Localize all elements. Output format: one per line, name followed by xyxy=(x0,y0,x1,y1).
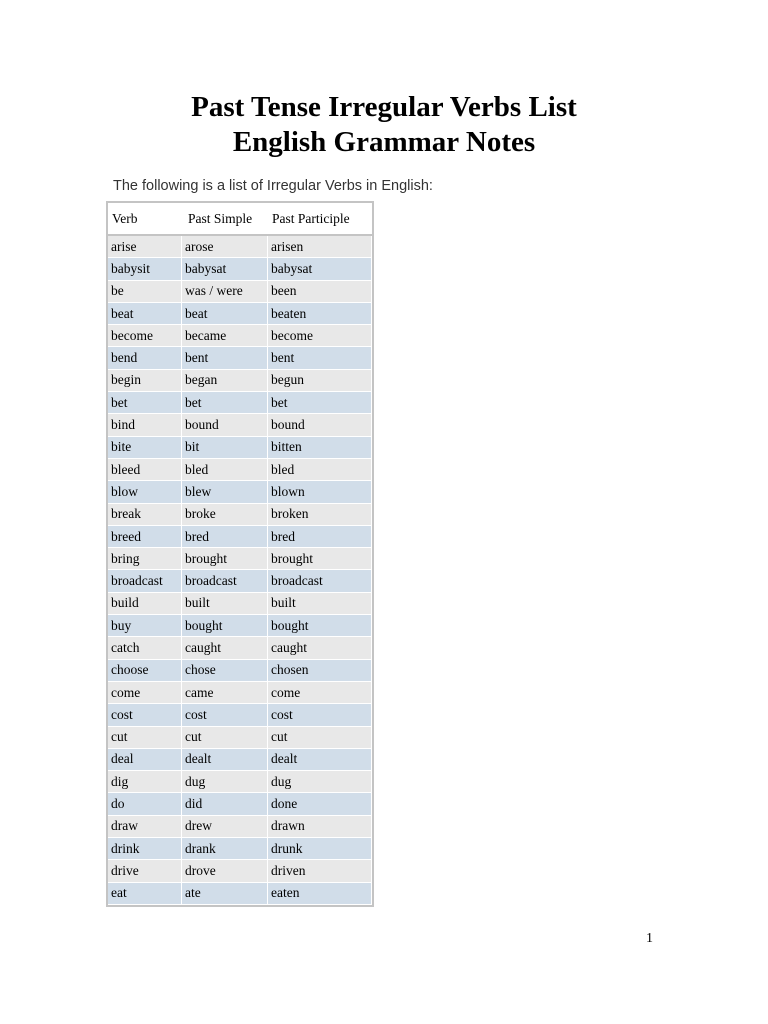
cell-verb: blow xyxy=(108,481,182,503)
cell-past-participle: bought xyxy=(268,615,372,637)
table-row xyxy=(108,281,372,303)
cell-past-simple: dealt xyxy=(182,749,268,771)
table-row xyxy=(108,414,372,436)
cell-past-simple: drank xyxy=(182,838,268,860)
table-row xyxy=(108,838,372,860)
cell-past-simple: arose xyxy=(182,236,268,258)
title-line-1: Past Tense Irregular Verbs List xyxy=(191,91,577,123)
cell-past-participle: built xyxy=(268,593,372,615)
cell-verb: build xyxy=(108,593,182,615)
cell-past-simple: bound xyxy=(182,414,268,436)
table-row xyxy=(108,570,372,592)
intro-text: The following is a list of Irregular Verbs in English: xyxy=(113,178,433,194)
cell-verb: deal xyxy=(108,749,182,771)
cell-past-participle: chosen xyxy=(268,660,372,682)
cell-past-simple: babysat xyxy=(182,258,268,280)
cell-past-simple: bet xyxy=(182,392,268,414)
cell-past-simple: dug xyxy=(182,771,268,793)
document-title xyxy=(0,90,768,160)
table-row xyxy=(108,347,372,369)
cell-verb: drive xyxy=(108,860,182,882)
cell-past-simple: ate xyxy=(182,883,268,905)
cell-past-participle: bound xyxy=(268,414,372,436)
cell-past-simple: bled xyxy=(182,459,268,481)
table-row xyxy=(108,481,372,503)
table-row xyxy=(108,637,372,659)
cell-verb: drink xyxy=(108,838,182,860)
cell-verb: come xyxy=(108,682,182,704)
table-row xyxy=(108,682,372,704)
cell-verb: do xyxy=(108,793,182,815)
cell-verb: catch xyxy=(108,637,182,659)
cell-past-participle: become xyxy=(268,325,372,347)
cell-past-participle: bled xyxy=(268,459,372,481)
cell-past-participle: been xyxy=(268,281,372,303)
header-past-participle: Past Participle xyxy=(268,203,372,236)
cell-past-participle: bred xyxy=(268,526,372,548)
cell-verb: become xyxy=(108,325,182,347)
table-row xyxy=(108,771,372,793)
cell-past-simple: became xyxy=(182,325,268,347)
cell-past-participle: bitten xyxy=(268,437,372,459)
cell-verb: broadcast xyxy=(108,570,182,592)
cell-past-simple: did xyxy=(182,793,268,815)
table-row xyxy=(108,860,372,882)
cell-past-participle: brought xyxy=(268,548,372,570)
cell-past-simple: was / were xyxy=(182,281,268,303)
cell-past-participle: dealt xyxy=(268,749,372,771)
cell-past-participle: babysat xyxy=(268,258,372,280)
cell-past-simple: drew xyxy=(182,816,268,838)
table-row xyxy=(108,325,372,347)
cell-past-participle: done xyxy=(268,793,372,815)
cell-verb: eat xyxy=(108,883,182,905)
table-row xyxy=(108,392,372,414)
table-row xyxy=(108,593,372,615)
table-body xyxy=(108,236,372,905)
cell-past-simple: cost xyxy=(182,704,268,726)
table-row xyxy=(108,749,372,771)
cell-verb: bind xyxy=(108,414,182,436)
table-row xyxy=(108,793,372,815)
cell-verb: bleed xyxy=(108,459,182,481)
title-line-2: English Grammar Notes xyxy=(232,126,536,158)
cell-past-participle: driven xyxy=(268,860,372,882)
cell-past-simple: chose xyxy=(182,660,268,682)
table-row xyxy=(108,660,372,682)
cell-past-simple: built xyxy=(182,593,268,615)
cell-past-participle: cut xyxy=(268,727,372,749)
table-row xyxy=(108,883,372,905)
cell-verb: beat xyxy=(108,303,182,325)
cell-verb: buy xyxy=(108,615,182,637)
cell-verb: babysit xyxy=(108,258,182,280)
cell-verb: breed xyxy=(108,526,182,548)
table-row xyxy=(108,459,372,481)
table-row xyxy=(108,704,372,726)
table-header-row xyxy=(108,203,372,236)
cell-verb: bite xyxy=(108,437,182,459)
cell-past-simple: broke xyxy=(182,504,268,526)
cell-past-participle: beaten xyxy=(268,303,372,325)
cell-past-participle: drunk xyxy=(268,838,372,860)
table-row xyxy=(108,727,372,749)
cell-past-participle: bet xyxy=(268,392,372,414)
header-verb: Verb xyxy=(108,203,182,236)
cell-past-simple: brought xyxy=(182,548,268,570)
cell-past-simple: bent xyxy=(182,347,268,369)
table-row xyxy=(108,526,372,548)
page-number: 1 xyxy=(646,931,653,946)
cell-past-simple: bought xyxy=(182,615,268,637)
cell-past-simple: came xyxy=(182,682,268,704)
cell-past-participle: caught xyxy=(268,637,372,659)
cell-past-participle: come xyxy=(268,682,372,704)
cell-past-simple: cut xyxy=(182,727,268,749)
cell-past-participle: bent xyxy=(268,347,372,369)
table-row xyxy=(108,548,372,570)
cell-past-participle: blown xyxy=(268,481,372,503)
cell-past-simple: began xyxy=(182,370,268,392)
cell-verb: dig xyxy=(108,771,182,793)
table-row xyxy=(108,303,372,325)
cell-verb: bend xyxy=(108,347,182,369)
cell-past-simple: bit xyxy=(182,437,268,459)
header-past-simple: Past Simple xyxy=(182,203,268,236)
cell-verb: be xyxy=(108,281,182,303)
cell-verb: bet xyxy=(108,392,182,414)
cell-past-participle: begun xyxy=(268,370,372,392)
cell-past-simple: broadcast xyxy=(182,570,268,592)
cell-past-participle: arisen xyxy=(268,236,372,258)
cell-verb: choose xyxy=(108,660,182,682)
cell-verb: bring xyxy=(108,548,182,570)
table-row xyxy=(108,615,372,637)
cell-past-simple: blew xyxy=(182,481,268,503)
cell-past-simple: caught xyxy=(182,637,268,659)
cell-past-participle: eaten xyxy=(268,883,372,905)
cell-past-participle: broken xyxy=(268,504,372,526)
cell-verb: break xyxy=(108,504,182,526)
cell-verb: cost xyxy=(108,704,182,726)
cell-past-participle: drawn xyxy=(268,816,372,838)
cell-past-simple: beat xyxy=(182,303,268,325)
table-row xyxy=(108,816,372,838)
cell-past-participle: cost xyxy=(268,704,372,726)
table-row xyxy=(108,370,372,392)
table-row xyxy=(108,504,372,526)
cell-past-simple: drove xyxy=(182,860,268,882)
table-row xyxy=(108,236,372,258)
table-row xyxy=(108,258,372,280)
irregular-verbs-table xyxy=(106,201,374,907)
cell-verb: begin xyxy=(108,370,182,392)
cell-verb: arise xyxy=(108,236,182,258)
cell-verb: cut xyxy=(108,727,182,749)
cell-past-participle: broadcast xyxy=(268,570,372,592)
cell-past-simple: bred xyxy=(182,526,268,548)
cell-past-participle: dug xyxy=(268,771,372,793)
cell-verb: draw xyxy=(108,816,182,838)
table-row xyxy=(108,437,372,459)
